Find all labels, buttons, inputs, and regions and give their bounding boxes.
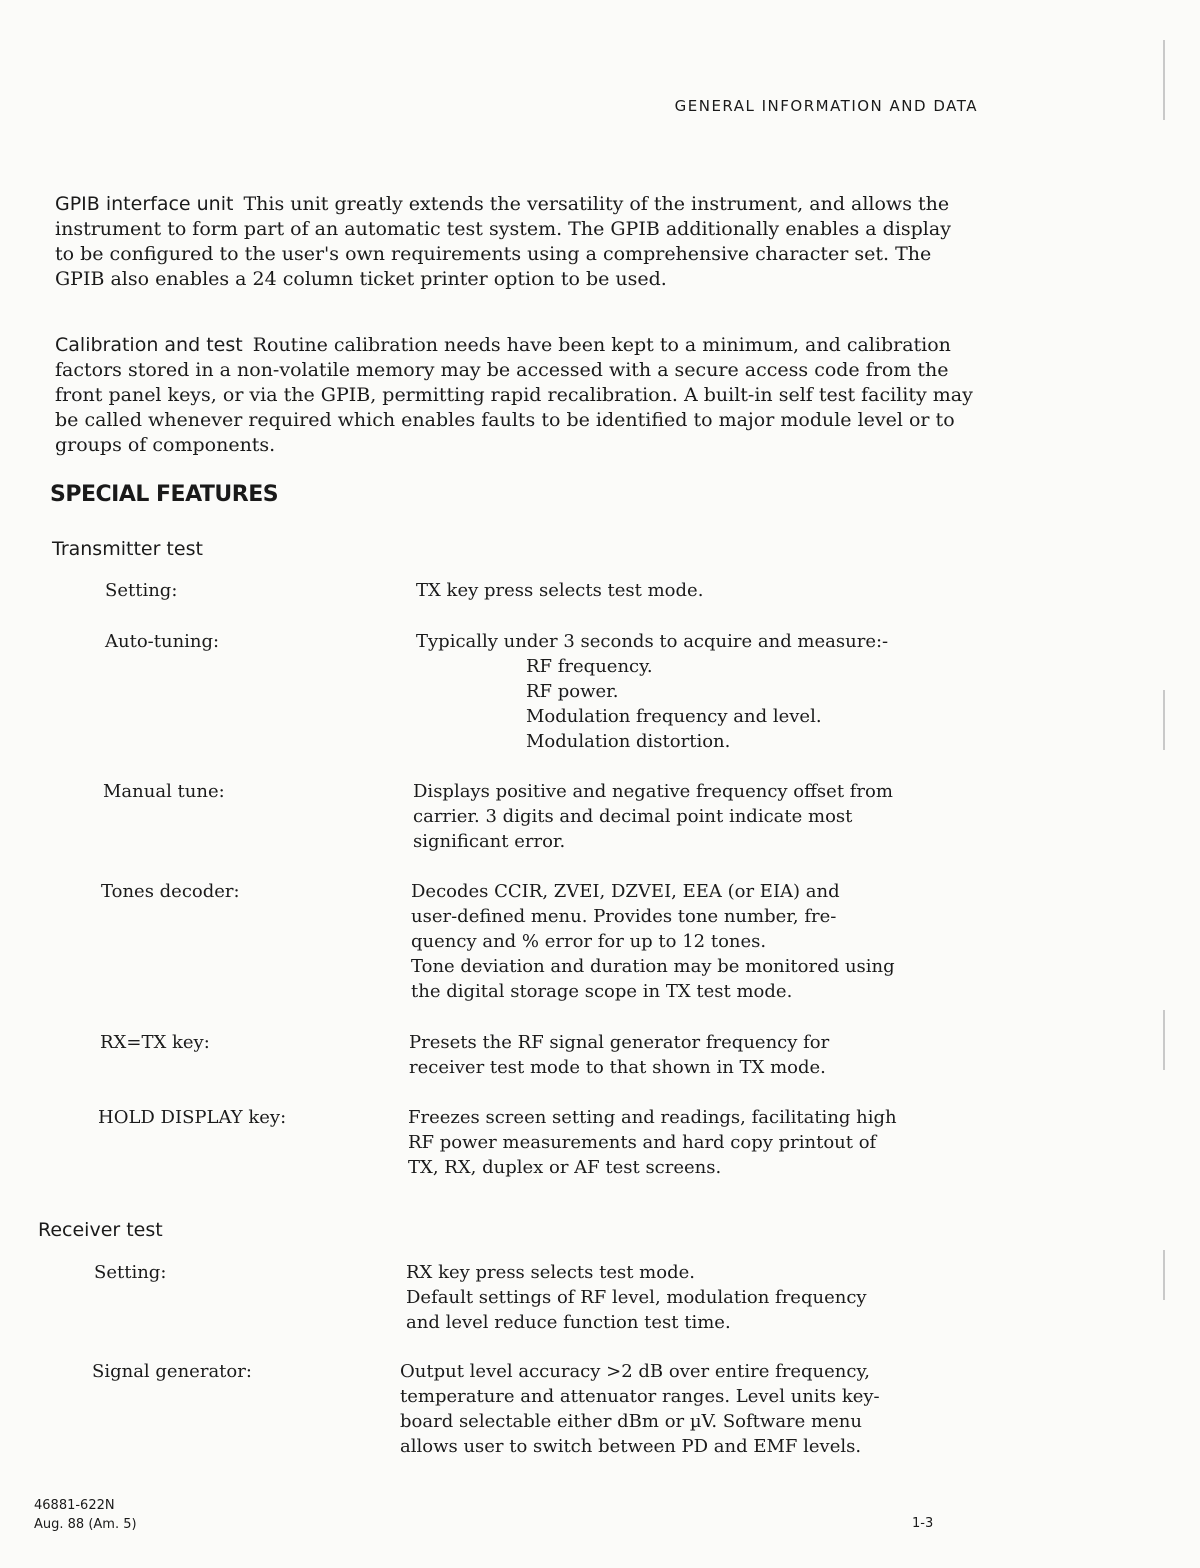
feature-description [408, 1105, 897, 1180]
description-line: receiver test mode to that shown in TX mode. [409, 1057, 826, 1078]
description-line: user-defined menu. Provides tone number, fre- [411, 906, 837, 927]
description-line: Typically under 3 seconds to acquire and measure:- [416, 631, 889, 652]
description-line: the digital storage scope in TX test mode. [411, 981, 793, 1002]
description-line: TX key press selects test mode. [416, 580, 704, 601]
description-subline: RF power. [526, 681, 619, 702]
feature-label: Setting: [105, 580, 178, 601]
scan-artifact [1163, 690, 1165, 750]
feature-label: RX=TX key: [100, 1032, 210, 1053]
description-line: Displays positive and negative frequency offset from [413, 781, 893, 802]
feature-description [400, 1359, 880, 1459]
feature-description [409, 1030, 829, 1080]
paragraph-lead: GPIB interface unit [55, 193, 234, 215]
description-line: Presets the RF signal generator frequency for [409, 1032, 830, 1053]
paragraph-lead: Calibration and test [55, 334, 243, 356]
description-line: allows user to switch between PD and EMF levels. [400, 1436, 862, 1457]
feature-label: Manual tune: [103, 781, 225, 802]
description-line: Output level accuracy >2 dB over entire frequency, [400, 1361, 870, 1382]
footer-document-info [34, 1496, 137, 1534]
feature-label: Signal generator: [92, 1361, 252, 1382]
description-line: RX key press selects test mode. [406, 1262, 695, 1283]
description-subline: Modulation distortion. [526, 731, 731, 752]
description-line: Tone deviation and duration may be monitored using [411, 956, 895, 977]
feature-description [416, 629, 888, 754]
page-header: GENERAL INFORMATION AND DATA [674, 97, 978, 115]
document-number: 46881-622N [34, 1498, 115, 1513]
description-line: Freezes screen setting and readings, facilitating high [408, 1107, 897, 1128]
description-subline: Modulation frequency and level. [526, 706, 822, 727]
feature-label: Tones decoder: [101, 881, 240, 902]
description-line: carrier. 3 digits and decimal point indicate most [413, 806, 853, 827]
description-line: board selectable either dBm or µV. Software menu [400, 1411, 862, 1432]
calibration-paragraph [55, 333, 973, 458]
feature-description [406, 1260, 867, 1335]
feature-label: Auto-tuning: [105, 631, 220, 652]
description-subline: RF frequency. [526, 656, 653, 677]
feature-description [411, 879, 895, 1004]
receiver-test-heading: Receiver test [38, 1219, 163, 1241]
paragraph-text: Routine calibration needs have been kept to a minimum, and calibration factors stored in a non-volatile memory may be accessed with a secure access code from the front panel keys, or via the GPIB, permitting rapid recalibration. A built-in self test facility may be called whenever required which enables faults to be identified to major module level or to groups of components. [55, 334, 973, 456]
document-date: Aug. 88 (Am. 5) [34, 1517, 137, 1532]
paragraph-text: This unit greatly extends the versatility of the instrument, and allows the instrument to form part of an automatic test system. The GPIB additionally enables a display to be configured to the user's own requirements using a comprehensive character set. The GPIB also enables a 24 column ticket printer option to be used. [55, 193, 951, 290]
description-line: Decodes CCIR, ZVEI, DZVEI, EEA (or EIA) and [411, 881, 840, 902]
scan-artifact [1163, 1250, 1165, 1300]
scan-artifact [1163, 1010, 1165, 1070]
description-line: Default settings of RF level, modulation frequency [406, 1287, 867, 1308]
feature-label: HOLD DISPLAY key: [98, 1107, 287, 1128]
description-line: significant error. [413, 831, 566, 852]
scan-artifact [1163, 40, 1165, 120]
feature-description [416, 578, 703, 603]
feature-label: Setting: [94, 1262, 167, 1283]
description-line: temperature and attenuator ranges. Level units key- [400, 1386, 880, 1407]
description-line: and level reduce function test time. [406, 1312, 731, 1333]
transmitter-test-heading: Transmitter test [52, 538, 203, 560]
description-line: quency and % error for up to 12 tones. [411, 931, 767, 952]
special-features-heading: SPECIAL FEATURES [50, 482, 279, 507]
page-number: 1-3 [912, 1516, 934, 1531]
feature-description [413, 779, 893, 854]
description-line: RF power measurements and hard copy printout of [408, 1132, 877, 1153]
gpib-paragraph [55, 192, 973, 292]
description-line: TX, RX, duplex or AF test screens. [408, 1157, 722, 1178]
